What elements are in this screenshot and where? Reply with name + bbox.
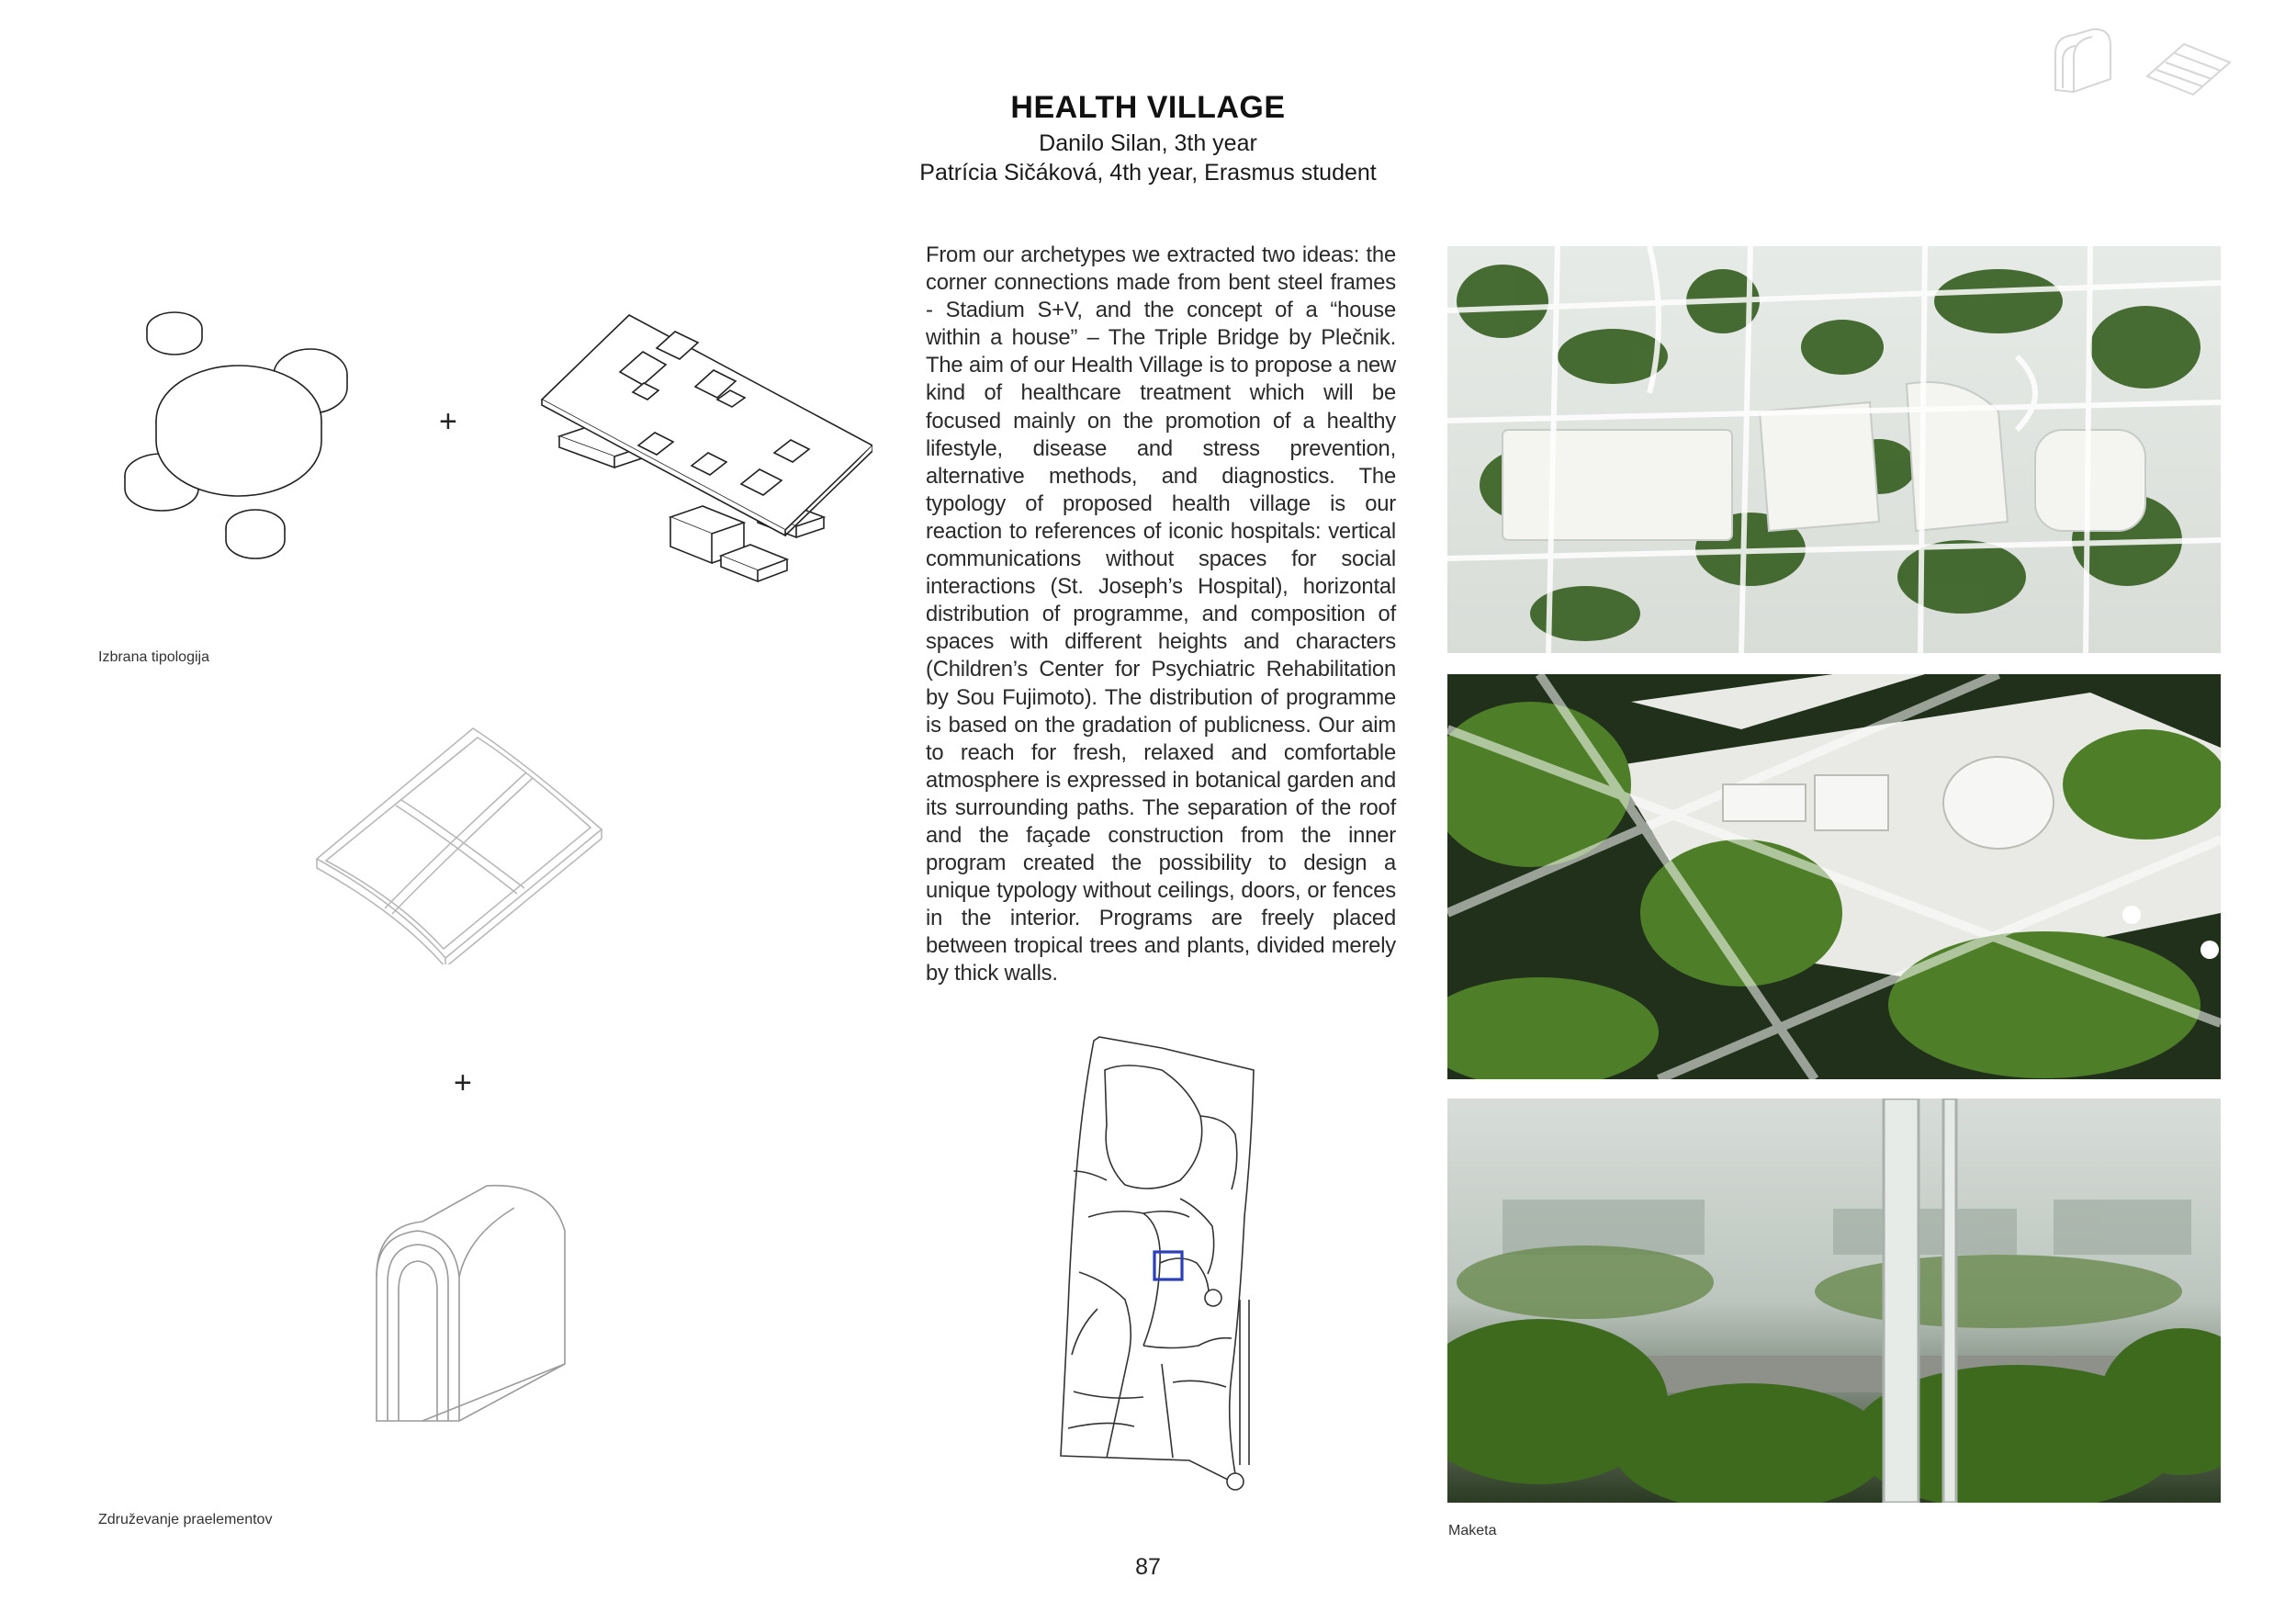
page-number: 87 xyxy=(1135,1554,1161,1580)
arch-house-diagram xyxy=(367,1180,574,1424)
project-description: From our archetypes we extracted two ideas: the corner connections made from bent steel frames - Stadium S+V, and the concept of a “house within a house” – The Triple Bridge by Plečnik. The aim of our Health Village is to propose a new kind of healthcare treatment which will be focused mainly on the promotion of a healthy lifestyle, disease and stress prevention, alternative methods, and diagnostics. The typology of proposed health village is our reaction to references of iconic hospitals: vertical communications without spaces for social interactions (St. Joseph’s Hospital), horizontal distribution of programme, and composition of spaces with different heights and characters (Children’s Center for Psychiatric Rehabilitation by Sou Fujimoto). The distribution of programme is based on the gradation of publicness. Our aim to reach for fresh, relaxed and comfortable atmosphere is expressed in botanical garden and its surrounding paths. The separation of the roof and the façade construction from the inner program created the possibility to design a unique typology without ceilings, doors, or fences in the interior. Programs are freely placed between tropical trees and plants, divided merely by thick walls. xyxy=(926,242,1396,986)
author-line-2: Patrícia Sičáková, 4th year, Erasmus student xyxy=(919,160,1377,186)
roof-slab-diagram xyxy=(537,308,872,592)
frame-roof-diagram xyxy=(308,721,611,964)
model-photo-top-view xyxy=(1447,246,2221,653)
plus-sign-1: + xyxy=(439,404,457,439)
arch-sketch-icon xyxy=(2055,29,2110,92)
caption-elements: Združevanje praelementov xyxy=(98,1512,273,1527)
model-photo-interior-view xyxy=(1447,1099,2221,1503)
caption-model: Maketa xyxy=(1448,1523,1497,1538)
author-line-1: Danilo Silan, 3th year xyxy=(1039,130,1257,156)
model-photo-detail-view xyxy=(1447,674,2221,1079)
corner-sketch-icons xyxy=(2046,26,2239,99)
stairs-sketch-icon xyxy=(2147,44,2230,95)
page-title: HEALTH VILLAGE xyxy=(1010,90,1286,125)
circles-typology-diagram xyxy=(110,303,367,569)
caption-typology: Izbrana tipologija xyxy=(98,649,209,665)
plus-sign-2: + xyxy=(454,1065,472,1100)
site-plan-map xyxy=(1052,1033,1272,1502)
